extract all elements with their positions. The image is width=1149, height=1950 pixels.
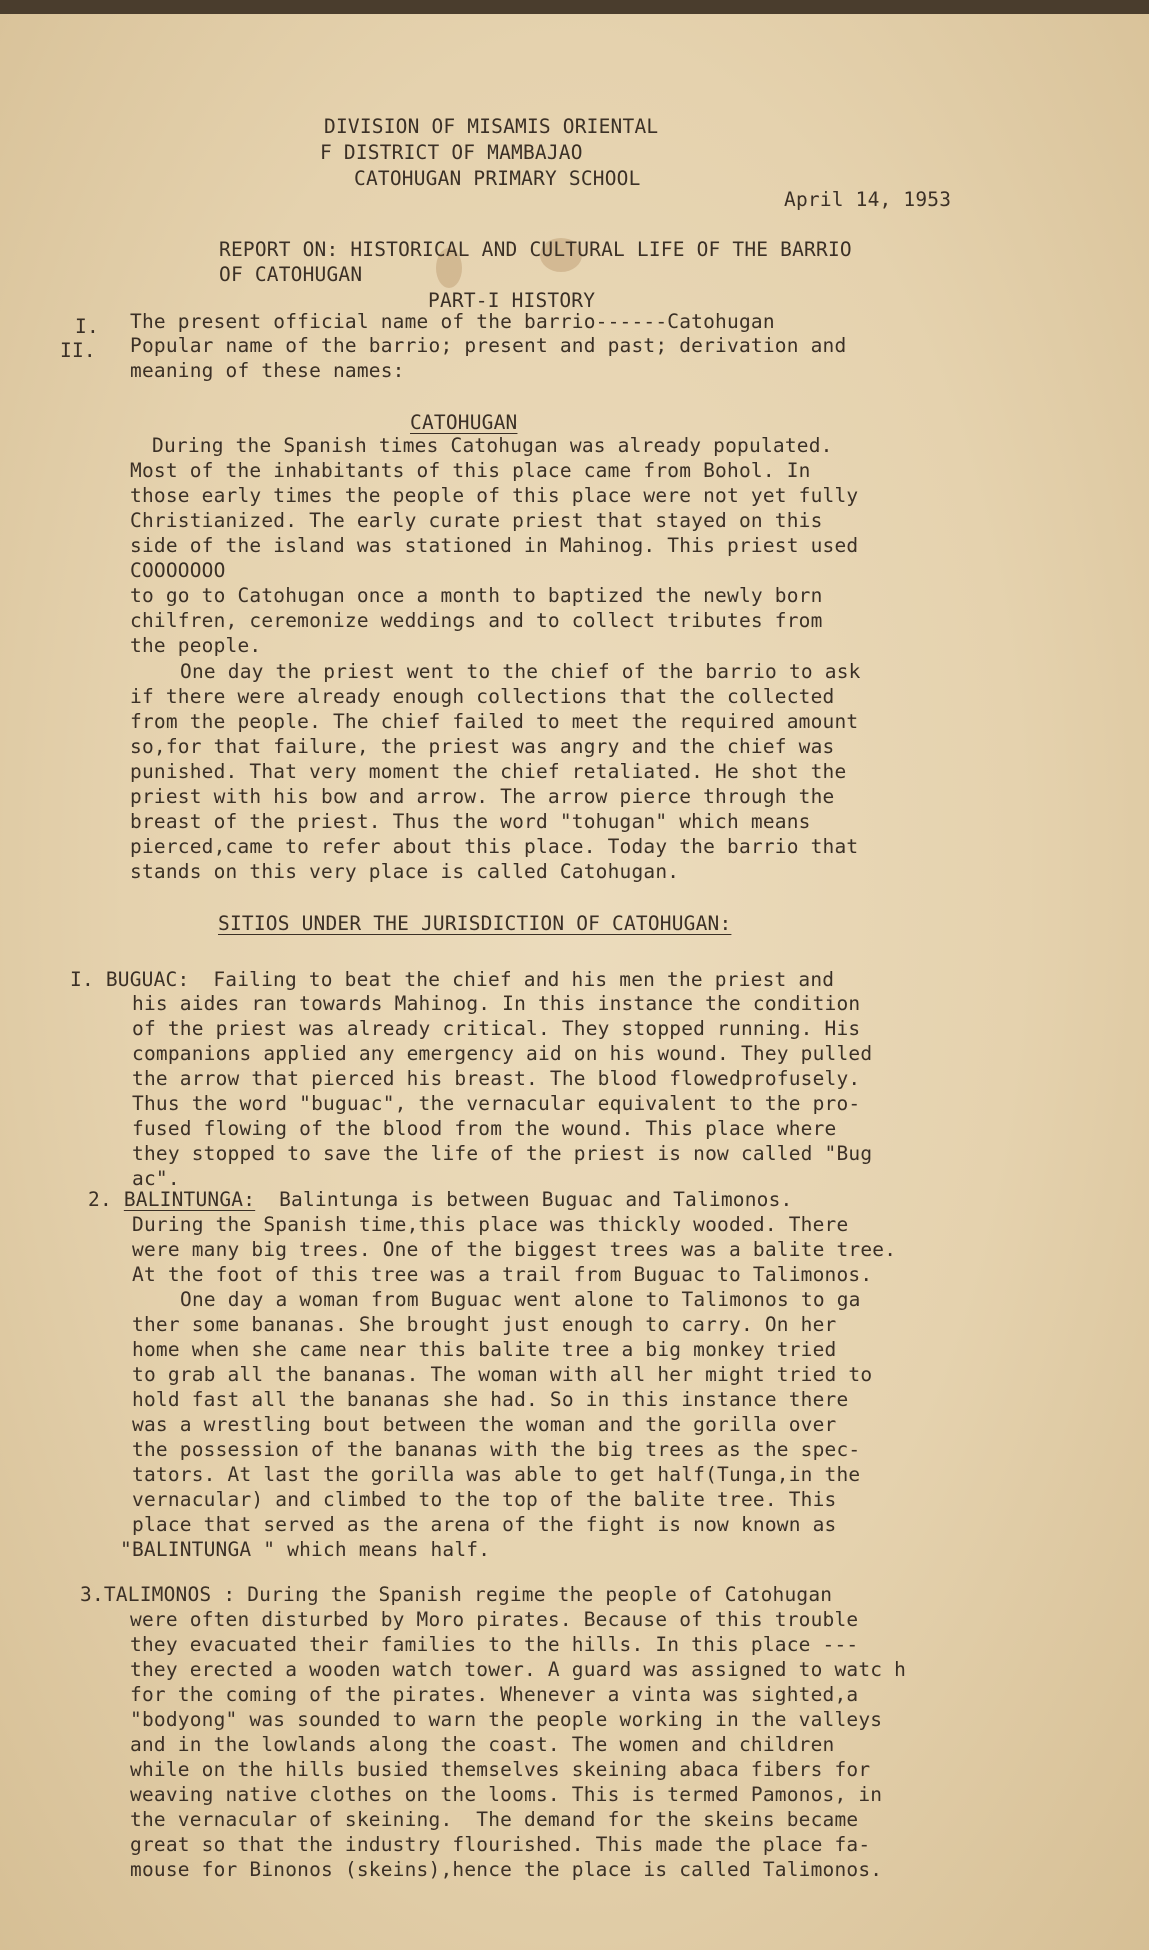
paragraph-line: pierced,came to refer about this place. Today the barrio that [130, 835, 859, 858]
part-heading: PART-I HISTORY [428, 289, 596, 312]
report-title-continued: OF CATOHUGAN [219, 263, 363, 286]
sitio-marker [70, 968, 834, 993]
sitio-marker-text: 3. [80, 1583, 104, 1606]
paragraph-line: home when she came near this balite tree a big monkey tried [132, 1338, 837, 1361]
paragraph-line: his aides ran towards Mahinog. In this instance the condition [132, 992, 861, 1015]
paragraph-line: ac". [132, 1167, 180, 1190]
paragraph-line: the possession of the bananas with the big trees as the spec- [132, 1438, 861, 1461]
sitio-marker [80, 1583, 832, 1608]
sitio-name-buguac: BUGUAC: [105, 968, 190, 991]
paragraph-line: of the priest was already critical. They stopped running. His [132, 1017, 861, 1040]
paragraph-line: Most of the inhabitants of this place came from Bohol. In [130, 459, 811, 482]
paragraph-line: side of the island was stationed in Mahinog. This priest used [130, 534, 859, 557]
paragraph-line: weaving native clothes on the looms. This is termed Pamonos, in [130, 1783, 883, 1806]
paragraph-line: place that served as the arena of the fight is now known as [132, 1513, 837, 1536]
paragraph-line: COOOOOOO [130, 559, 226, 582]
paragraph-line: During the Spanish times Catohugan was already populated. [152, 434, 833, 457]
paragraph-line: breast of the priest. Thus the word "tohugan" which means [130, 810, 811, 833]
paragraph-line: priest with his bow and arrow. The arrow pierce through the [130, 785, 835, 808]
paragraph-line: Failing to beat the chief and his men the priest and [213, 968, 835, 991]
paragraph-line: Christianized. The early curate priest that stayed on this [130, 509, 823, 532]
header-district: F DISTRICT OF MAMBAJAO [320, 141, 583, 164]
paragraph-line: to grab all the bananas. The woman with all her might tried to [132, 1363, 873, 1386]
item-popular-name: Popular name of the barrio; present and past; derivation and [130, 334, 847, 357]
sitio-name-talimonos: TALIMONOS [103, 1583, 212, 1606]
paragraph-line: great so that the industry flourished. This made the place fa- [130, 1833, 871, 1856]
paragraph-line: vernacular) and climbed to the top of the balite tree. This [132, 1488, 837, 1511]
paragraph-line: they erected a wooden watch tower. A guard was assigned to watc h [130, 1658, 907, 1681]
paragraph-line: those early times the people of this place were not yet fully [130, 484, 859, 507]
paragraph-line: they stopped to save the life of the priest is now called "Bug [132, 1142, 873, 1165]
header-division: DIVISION OF MISAMIS ORIENTAL [324, 115, 659, 138]
paragraph-line: to go to Catohugan once a month to baptized the newly born [130, 584, 823, 607]
paragraph-line: the people. [130, 634, 262, 657]
paragraph-line: Balintunga is between Buguac and Talimonos. [279, 1188, 793, 1211]
paragraph-line: "bodyong" was sounded to warn the people working in the valleys [130, 1708, 883, 1731]
paragraph-line: hold fast all the bananas she had. So in this instance there [132, 1388, 849, 1411]
sitio-marker-text: I. [70, 968, 94, 991]
header-school: CATOHUGAN PRIMARY SCHOOL [354, 167, 641, 190]
sitio-marker [88, 1188, 793, 1213]
paragraph-line: At the foot of this tree was a trail from Buguac to Talimonos. [132, 1263, 873, 1286]
item-official-name: The present official name of the barrio------Catohugan [130, 310, 775, 333]
paragraph-line: were many big trees. One of the biggest trees was a balite tree. [132, 1238, 897, 1261]
paragraph-line: Thus the word "buguac", the vernacular equivalent to the pro- [132, 1092, 861, 1115]
paragraph-line: they evacuated their families to the hills. In this place --- [130, 1633, 859, 1656]
paragraph-line: tators. At last the gorilla was able to get half(Tunga,in the [132, 1463, 861, 1486]
paragraph-line: while on the hills busied themselves skeining abaca fibers for [130, 1758, 871, 1781]
header-date: April 14, 1953 [784, 188, 952, 211]
paragraph-line: and in the lowlands along the coast. The women and children [130, 1733, 835, 1756]
paragraph-line: for the coming of the pirates. Whenever a vinta was sighted,a [130, 1683, 859, 1706]
paragraph-line: so,for that failure, the priest was angry and the chief was [130, 735, 835, 758]
section-heading-catohugan: CATOHUGAN [410, 411, 518, 434]
sitio-marker-text: 2. [88, 1188, 112, 1211]
paragraph-line: One day a woman from Buguac went alone to Talimonos to ga [180, 1288, 861, 1311]
item-marker: I. [75, 315, 99, 338]
paragraph-line: During the Spanish time,this place was thickly wooded. There [132, 1213, 849, 1236]
paragraph-line: : During the Spanish regime the people of Catohugan [223, 1583, 833, 1606]
paragraph-line: companions applied any emergency aid on his wound. They pulled [132, 1042, 873, 1065]
paragraph-line: if there were already enough collections that the collected [130, 685, 835, 708]
item-marker: II. [60, 339, 96, 362]
paragraph-line: the vernacular of skeining. The demand for the skeins became [130, 1808, 859, 1831]
paragraph-line: from the people. The chief failed to meet the required amount [130, 710, 859, 733]
sitio-name-balintunga: BALINTUNGA: [123, 1188, 256, 1211]
paragraph-line: mouse for Binonos (skeins),hence the place is called Talimonos. [130, 1858, 883, 1881]
paragraph-line: fused flowing of the blood from the wound. This place where [132, 1117, 837, 1140]
sitios-heading: SITIOS UNDER THE JURISDICTION OF CATOHUGAN: [218, 912, 732, 935]
paragraph-line: "BALINTUNGA " which means half. [120, 1538, 491, 1561]
paragraph-line: ther some bananas. She brought just enough to carry. On her [132, 1313, 837, 1336]
report-title: REPORT ON: HISTORICAL AND CULTURAL LIFE OF THE BARRIO [219, 238, 852, 261]
paragraph-line: was a wrestling bout between the woman and the gorilla over [132, 1413, 837, 1436]
item-continuation: meaning of these names: [130, 359, 405, 382]
paragraph-line: punished. That very moment the chief retaliated. He shot the [130, 760, 847, 783]
paragraph-line: One day the priest went to the chief of the barrio to ask [180, 660, 861, 683]
paragraph-line: chilfren, ceremonize weddings and to collect tributes from [130, 609, 823, 632]
paragraph-line: stands on this very place is called Catohugan. [130, 860, 680, 883]
paragraph-line: were often disturbed by Moro pirates. Because of this trouble [130, 1608, 859, 1631]
paragraph-line: the arrow that pierced his breast. The blood flowedprofusely. [132, 1067, 861, 1090]
